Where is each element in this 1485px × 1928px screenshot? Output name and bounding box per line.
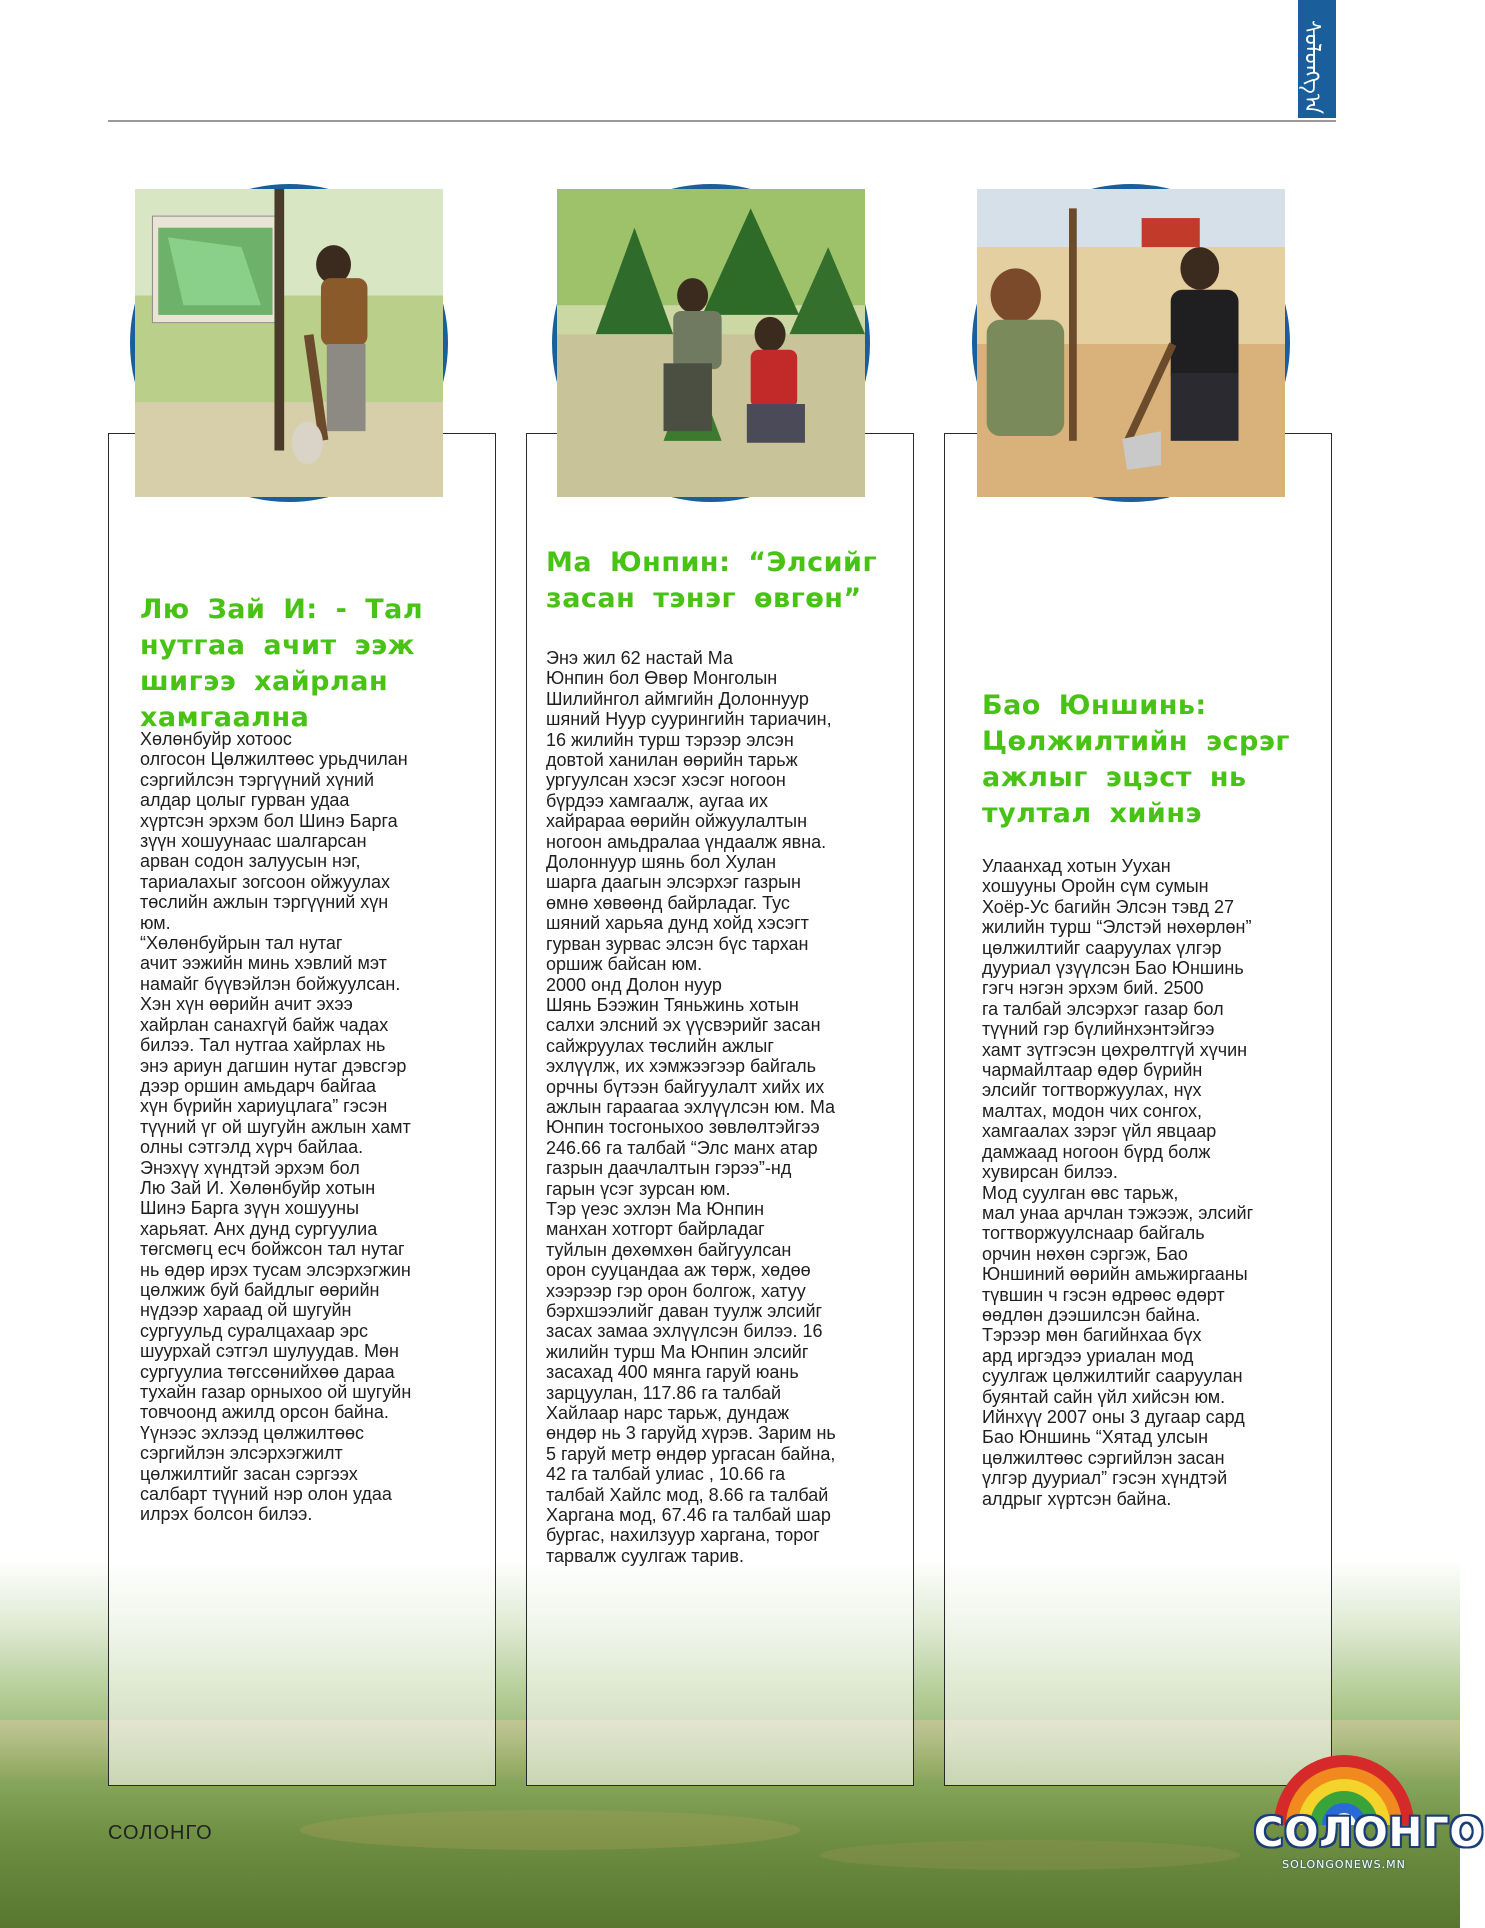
header-rule: [108, 120, 1336, 122]
field-patch: [820, 1840, 1240, 1870]
article-body-2: Энэ жил 62 настай Ма Юнпин бол Өвөр Монголын Шилийнгол аймгийн Долоннуур шяний Нуур суурингийн тариачин, 16 жилийн турш тэрээр элсэн довтой ханилан өөрийн тарьж ургуулсан хэсэг хэсэг ногоон бүрдээ хамгаалж, аугаа их хайрараа өөрийн ойжуулалтын ногоон амьдралаа үндаалж явна. Долоннуур шянь бол Хулан шарга даагын элсэрхэг газрын өмнө хөвөөнд байрладаг. Тус шяний харьяа дунд хойд хэсэгт гурван зурвас элсэн бүс тархан оршиж байсан юм. 2000 онд Долон нуур Шянь Бээжин Тяньжинь хотын салхи элсний эх үүсвэрийг засан сайжруулах төслийн ажлыг эхлүүлж, их хэмжээгээр байгаль орчны бүтээн байгуулалт хийх их ажлын гараагаа эхлүүлсэн юм. Ма Юнпин тосгоныхоо зөвлөлтэйгээ 246.66 га талбай “Элс манх атар газрын даачлалтын гэрээ”-нд гарын үсэг зурсан юм. Тэр үеэс эхлэн Ма Юнпин манхан хотгорт байрладаг туйлын дөхөмхөн байгуулсан орон сууцандаа аж төрж, хөдөө хээрээр гэр орон болгож, хатуу бэрхшээлийг даван туулж элсийг засах замаа эхлүүлсэн билээ. 16 жилийн турш Ма Юнпин элсийг засахад 400 мянга гаруй юань зарцуулан, 117.86 га талбай Хайлаар нарс тарьж, дундаж өндөр нь 3 гаруйд хүрэв. Зарим нь 5 гаруй метр өндөр ургасан байна, 42 га талбай улиас , 10.66 га талбай Хайлс мод, 8.66 га талбай Харгана мод, 67.46 га талбай шар бургас, нахилзуур харгана, торог тарвалж суулгаж тарив.: [546, 648, 836, 1566]
article-headline-2: Ма Юнпин: “Элсийг засан тэнэг өвгөн”: [546, 547, 878, 614]
article-photo-1: [130, 184, 448, 502]
section-tab: [1298, 0, 1336, 118]
article-body-1: Хөлөнбуйр хотоос олгосон Цөлжилтөөс урьдчилан сэргийлсэн тэргүүний хүний алдар цолыг гурван удаа хүртсэн эрхэм бол Шинэ Барга зүүн хошуунаас шалгарсан арван содон залуусын нэг, тариалахыг зогсоон ойжуулах төслийн ажлын тэргүүний хүн юм. “Хөлөнбуйрын тал нутаг ачит ээжийн минь хэвлий мэт намайг бүүвэйлэн бойжуулсан. Хэн хүн өөрийн ачит эхээ хайрлан санахгүй байж чадах билээ. Тал нутгаа хайрлах нь энэ ариун дагшин нутаг дэвсгэр дээр оршин амьдарч байгаа хүн бүрийн хариуцлага” гэсэн түүний үг ой шугуйн ажлын хамт олны сэтгэлд хүрч байлаа. Энэхүү хүндтэй эрхэм бол Лю Зай И. Хөлөнбуйр хотын Шинэ Барга зүүн хошууны харьяат. Анх дунд сургуулиа төгсмөгц есч бойжсон тал нутаг нь өдөр ирэх тусам элсэрхэгжин цөлжиж буй байдлыг өөрийн нүдээр хараад ой шугуйн сургуульд суралцахаар эрс шуурхай сэтгэл шулуудав. Мөн сургуулиа төгссөнийхөө дараа тухайн газар орныхоо ой шугуйн товчоонд ажилд орсон байна. Үүнээс эхлээд цөлжилтөөс сэргийлэн элсэрхэгжилт цөлжилтийг засан сэргээх салбарт түүний нэр олон удаа илрэх болсон билээ.: [140, 729, 412, 1525]
article-body-3: Улаанхад хотын Уухан хошууны Оройн сүм сумын Хоёр-Ус багийн Элсэн тэвд 27 жилийн турш “Элстэй нөхөрлөн” цөлжилтийг сааруулах үлгэр дууриал үзүүлсэн Бао Юншинь гэгч нэгэн эрхэм бий. 2500 га талбай элсэрхэг газар бол түүний гэр бүлийнхэнтэйгээ хамт зүтгэсэн цөхрөлтгүй хүчин чармайлтаар өдөр бүрийн элсийг тогтворжуулах, нүх малтах, модон чих сонгох, хамгаалах зэрэг үйл явцаар дамжаад ногоон бүрд болж хувирсан билээ. Мод суулган өвс тарьж, мал унаа арчлан тэжээж, элсийг тогтворжуулснаар байгаль орчин нөхөн сэргэж, Бао Юншиний өөрийн амьжиргааны түвшин ч гэсэн өдрөөс өдөрт өөдлөн дээшилсэн байна. Тэрээр мөн багийнхаа бүх ард иргэдээ уриалан мод суулгаж цөлжилтийг сааруулан буянтай сайн үйл хийсэн юм. Ийнхүү 2007 оны 3 дугаар сард Бао Юншинь “Хятад улсын цөлжилтөөс сэргийлэн засан үлгэр дууриал” гэсэн хүндтэй алдрыг хүртсэн байна.: [982, 856, 1254, 1509]
article-headline-1: Лю Зай И: - Тал нутгаа ачит ээж шигээ хайрлан хамгаална: [140, 594, 424, 733]
logo-url: SOLONGONEWS.MN: [1282, 1858, 1406, 1871]
footer-magazine-name: СОЛОНГО: [108, 1822, 213, 1844]
solongo-logo: [1254, 1750, 1485, 1915]
article-photo-3: [972, 184, 1290, 502]
article-headline-3: Бао Юншинь: Цөлжилтийн эсрэг ажлыг эцэст нь тултал хийнэ: [982, 690, 1290, 829]
field-patch: [300, 1810, 800, 1850]
logo-wordmark: СОЛОНГО: [1254, 1810, 1485, 1856]
article-photo-2: [552, 184, 870, 502]
section-tab-label: ᠰᠣᠯᠣᠩᠭ᠎ᠠ: [1299, 20, 1324, 115]
